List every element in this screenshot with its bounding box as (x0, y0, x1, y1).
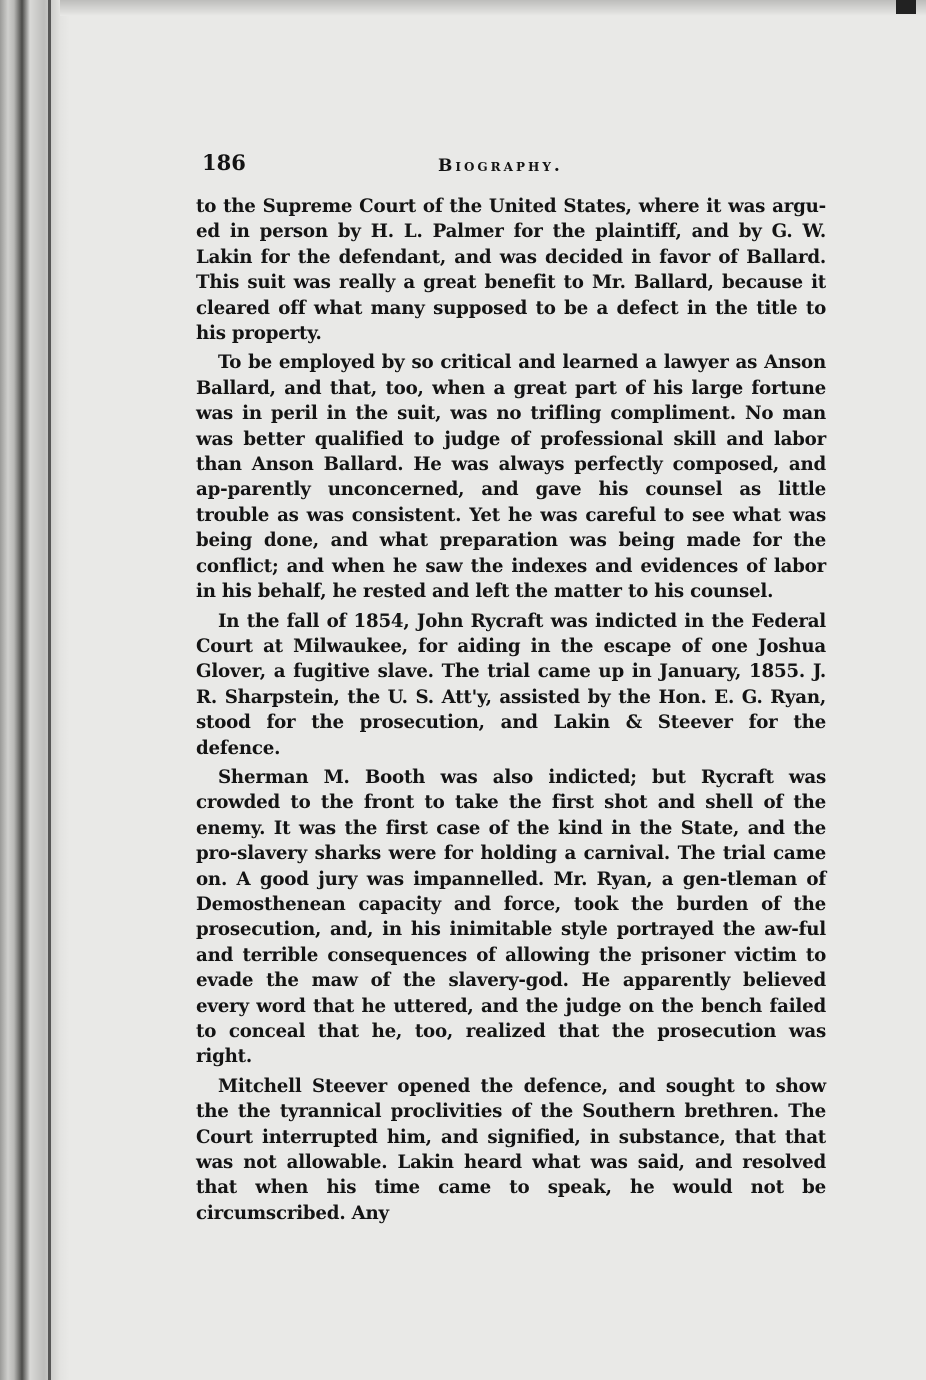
paragraph: Mitchell Steever opened the defence, and sought to show the the tyrannical proclivities of the Southern brethren. The Court interrupted him, and signified, in substance, that that was not allowable. Lakin heard what was said, and resolved that when his time came to speak, he would not be circumscribed. Any (196, 1075, 826, 1224)
paragraph: to the Supreme Court of the United States, where it was argu-ed in person by H. L. Palmer for the plaintiff, and by G. W. Lakin for the defendant, and was decided in favor of Ballard. This suit was really a great benefit to Mr. Ballard, because it cleared off what many supposed to be a defect in the title to his property. (196, 196, 826, 345)
paragraph: Sherman M. Booth was also indicted; but Rycraft was crowded to the front to take the first shot and shell of the enemy. It was the first case of the kind in the State, and the pro-slavery sharks were for holding a carnival. The trial came on. A good jury was impannelled. Mr. Ryan, a gen-tleman of Demosthenean capacity and force, took the burden of the prosecution, and, in his inimitable style portrayed the aw-ful and terrible consequences of allowing the prisoner victim to evade the maw of the slavery-god. He apparently believed every word that he uttered, and the judge on the bench failed to conceal that he, too, realized that the prosecution was right. (196, 766, 826, 1068)
top-page-edge (60, 0, 926, 16)
corner-mark (896, 0, 916, 14)
body-text (196, 194, 826, 1226)
paragraph: To be employed by so critical and learned a lawyer as Anson Ballard, and that, too, when a great part of his large fortune was in peril in the suit, was no trifling compliment. No man was better qualified to judge of professional skill and labor than Anson Ballard. He was always perfectly composed, and ap-parently unconcerned, and gave his counsel as little trouble as was consistent. Yet he was careful to see what was being done, and what preparation was being made for the conflict; and when he saw the indexes and evidences of labor in his behalf, he rested and left the matter to his counsel. (196, 352, 826, 603)
book-page (196, 150, 826, 1230)
page-header (196, 150, 826, 194)
book-binding-edge (0, 0, 70, 1380)
running-title: Biography. (438, 156, 563, 176)
paragraph: In the fall of 1854, John Rycraft was indicted in the Federal Court at Milwaukee, for aiding in the escape of one Joshua Glover, a fugitive slave. The trial came up in January, 1855. J. R. Sharpstein, the U. S. Att'y, assisted by the Hon. E. G. Ryan, stood for the prosecution, and Lakin & Steever for the defence. (196, 610, 826, 759)
binding-shadow-line (48, 0, 51, 1380)
page-number: 186 (202, 150, 246, 175)
